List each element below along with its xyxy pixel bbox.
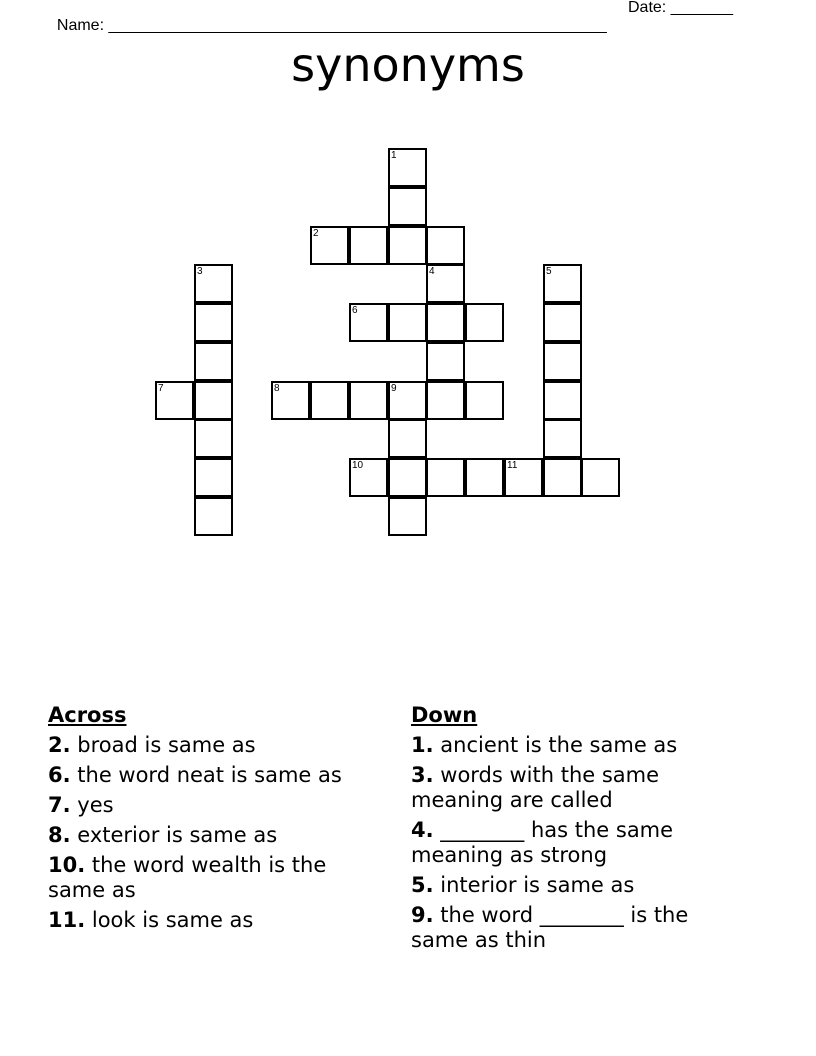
grid-cell[interactable]	[465, 458, 504, 497]
grid-cell[interactable]	[543, 458, 582, 497]
grid-cell[interactable]	[194, 419, 233, 458]
clue-text: the word ________ is the same as thin	[411, 903, 689, 952]
grid-cell[interactable]	[194, 497, 233, 536]
cell-number: 1	[391, 150, 397, 161]
clue-number: 7.	[48, 793, 71, 817]
clue-number: 2.	[48, 733, 71, 757]
cell-number: 5	[546, 266, 552, 277]
name-field[interactable]: Name: ________________________________________________________	[56, 17, 607, 34]
clue-number: 3.	[411, 763, 434, 787]
clue-number: 11.	[48, 908, 86, 932]
cell-number: 2	[313, 228, 319, 239]
clue-text: the word wealth is the same as	[48, 853, 327, 902]
grid-cell[interactable]	[543, 342, 582, 381]
grid-cell[interactable]	[388, 187, 427, 226]
page-title: synonyms	[291, 38, 525, 92]
clue-number: 4.	[411, 818, 434, 842]
grid-cell[interactable]	[426, 381, 465, 420]
grid-cell-11[interactable]	[504, 458, 543, 497]
clue-number: 1.	[411, 733, 434, 757]
down-clues	[411, 703, 741, 958]
clue-across-6	[48, 763, 378, 788]
grid-cell-7[interactable]	[155, 381, 194, 420]
grid-cell[interactable]	[581, 458, 620, 497]
clue-across-7	[48, 793, 378, 818]
clue-text: ________ has the same meaning as strong	[411, 818, 674, 867]
cell-number: 4	[429, 266, 435, 277]
grid-cell[interactable]	[465, 303, 504, 342]
clue-across-10	[48, 853, 378, 903]
grid-cell[interactable]	[388, 226, 427, 265]
grid-cell[interactable]	[426, 226, 465, 265]
date-field[interactable]: Date: _______	[628, 0, 733, 16]
cell-number: 7	[158, 383, 164, 394]
grid-cell[interactable]	[426, 303, 465, 342]
cell-number: 3	[197, 266, 203, 277]
grid-cell[interactable]	[388, 497, 427, 536]
grid-cell[interactable]	[543, 381, 582, 420]
cell-number: 9	[391, 383, 397, 394]
clue-text: broad is same as	[70, 733, 256, 757]
clue-text: the word neat is same as	[70, 763, 342, 787]
grid-cell-2[interactable]	[310, 226, 349, 265]
across-heading: Across	[48, 703, 127, 727]
clue-text: exterior is same as	[70, 823, 278, 847]
clue-number: 9.	[411, 903, 434, 927]
clue-number: 8.	[48, 823, 71, 847]
clue-across-2	[48, 733, 378, 758]
clue-across-8	[48, 823, 378, 848]
grid-cell[interactable]	[388, 303, 427, 342]
clue-down-5	[411, 873, 741, 898]
cell-number: 8	[274, 383, 280, 394]
across-clues	[48, 703, 378, 938]
clue-across-11	[48, 908, 378, 933]
grid-cell-4[interactable]	[426, 264, 465, 303]
grid-cell-6[interactable]	[349, 303, 388, 342]
clue-number: 10.	[48, 853, 86, 877]
grid-cell[interactable]	[388, 458, 427, 497]
grid-cell[interactable]	[194, 381, 233, 420]
clue-number: 6.	[48, 763, 71, 787]
grid-cell[interactable]	[349, 381, 388, 420]
grid-cell-8[interactable]	[271, 381, 310, 420]
clue-text: look is same as	[85, 908, 254, 932]
clue-text: yes	[70, 793, 114, 817]
clue-text: ancient is the same as	[433, 733, 678, 757]
grid-cell-9[interactable]	[388, 381, 427, 420]
clue-down-4	[411, 818, 741, 868]
cell-number: 6	[352, 305, 358, 316]
grid-cell[interactable]	[543, 419, 582, 458]
cell-number: 10	[352, 460, 364, 471]
clue-down-1	[411, 733, 741, 758]
down-heading: Down	[411, 703, 478, 727]
clue-down-3	[411, 763, 741, 813]
cell-number: 11	[507, 460, 518, 471]
grid-cell[interactable]	[194, 458, 233, 497]
grid-cell[interactable]	[543, 303, 582, 342]
grid-cell-1[interactable]	[388, 148, 427, 187]
grid-cell[interactable]	[349, 226, 388, 265]
grid-cell[interactable]	[426, 342, 465, 381]
grid-cell-5[interactable]	[543, 264, 582, 303]
grid-cell[interactable]	[388, 419, 427, 458]
clue-text: interior is same as	[433, 873, 635, 897]
grid-cell[interactable]	[426, 458, 465, 497]
clue-number: 5.	[411, 873, 434, 897]
grid-cell[interactable]	[194, 303, 233, 342]
grid-cell[interactable]	[194, 342, 233, 381]
grid-cell[interactable]	[465, 381, 504, 420]
grid-cell-3[interactable]	[194, 264, 233, 303]
grid-cell[interactable]	[310, 381, 349, 420]
clue-text: words with the same meaning are called	[411, 763, 660, 812]
grid-cell-10[interactable]	[349, 458, 388, 497]
clue-down-9	[411, 903, 741, 953]
